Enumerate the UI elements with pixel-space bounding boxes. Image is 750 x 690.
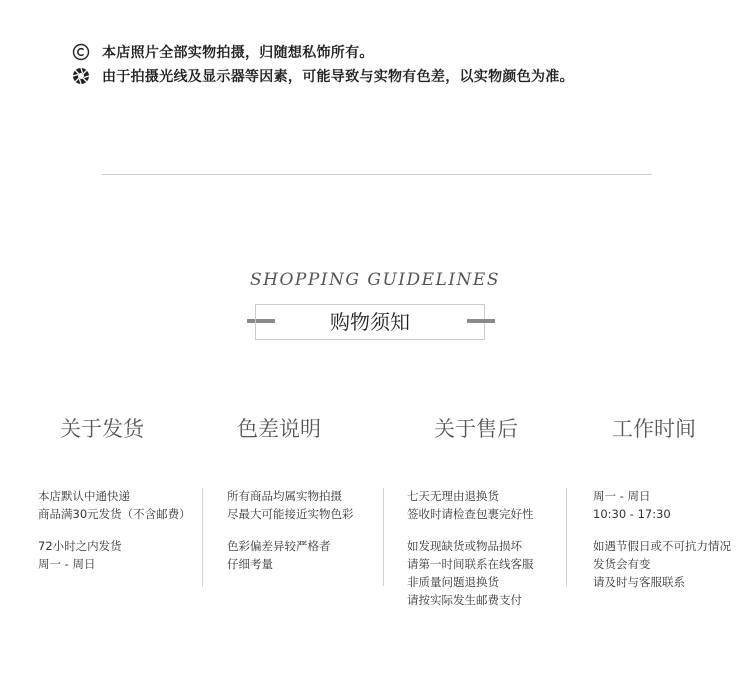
- color-difference-notice: [72, 66, 574, 86]
- info-line: 尽最大可能接近实物色彩: [227, 507, 354, 521]
- column-title-shipping: 关于发货: [60, 417, 144, 441]
- aperture-icon: [72, 67, 90, 85]
- info-line: 签收时请检查包裹完好性: [407, 507, 534, 521]
- chinese-section-title: 购物须知: [255, 304, 485, 340]
- info-line: 发货会有变: [593, 557, 651, 571]
- info-line: 色彩偏差异较严格者: [227, 539, 331, 553]
- copyright-icon: [72, 43, 90, 61]
- info-line: 商品满30元发货（不含邮费）: [38, 507, 191, 521]
- info-line: 本店默认中通快递: [38, 489, 130, 503]
- section-divider: [102, 174, 652, 175]
- info-line: 10:30 - 17:30: [593, 507, 671, 521]
- info-line: 周一 - 周日: [593, 489, 651, 503]
- color-difference-info: [227, 487, 354, 573]
- column-separator: [566, 488, 567, 586]
- info-line: 请第一时间联系在线客服: [407, 557, 534, 571]
- shipping-info: [38, 487, 191, 573]
- info-line: 如遇节假日或不可抗力情况: [593, 539, 731, 553]
- info-line: 非质量问题退换货: [407, 575, 499, 589]
- working-hours-info: [593, 487, 748, 591]
- info-line: 仔细考量: [227, 557, 273, 571]
- copyright-notice: [72, 42, 374, 62]
- info-line: 周一 - 周日: [38, 557, 96, 571]
- info-line: 请按实际发生邮费支付: [407, 593, 522, 607]
- color-difference-notice-text: 由于拍摄光线及显示器等因素，可能导致与实物有色差，以实物颜色为准。: [102, 69, 574, 85]
- column-separator: [202, 488, 203, 586]
- info-line: 72小时之内发货: [38, 539, 122, 553]
- info-line: 请及时与客服联系: [593, 575, 685, 589]
- copyright-notice-text: 本店照片全部实物拍摄，归随想私饰所有。: [102, 45, 374, 61]
- english-section-title: SHOPPING GUIDELINES: [250, 270, 500, 290]
- info-line: 七天无理由退换货: [407, 489, 499, 503]
- title-decoration-right: [467, 319, 495, 323]
- info-line: 所有商品均属实物拍摄: [227, 489, 342, 503]
- column-title-after-sales: 关于售后: [434, 417, 518, 441]
- column-title-working-hours: 工作时间: [612, 417, 696, 441]
- column-separator: [383, 488, 384, 586]
- after-sales-info: [407, 487, 534, 609]
- column-title-color-difference: 色差说明: [237, 417, 321, 441]
- info-line: 如发现缺货或物品损坏: [407, 539, 522, 553]
